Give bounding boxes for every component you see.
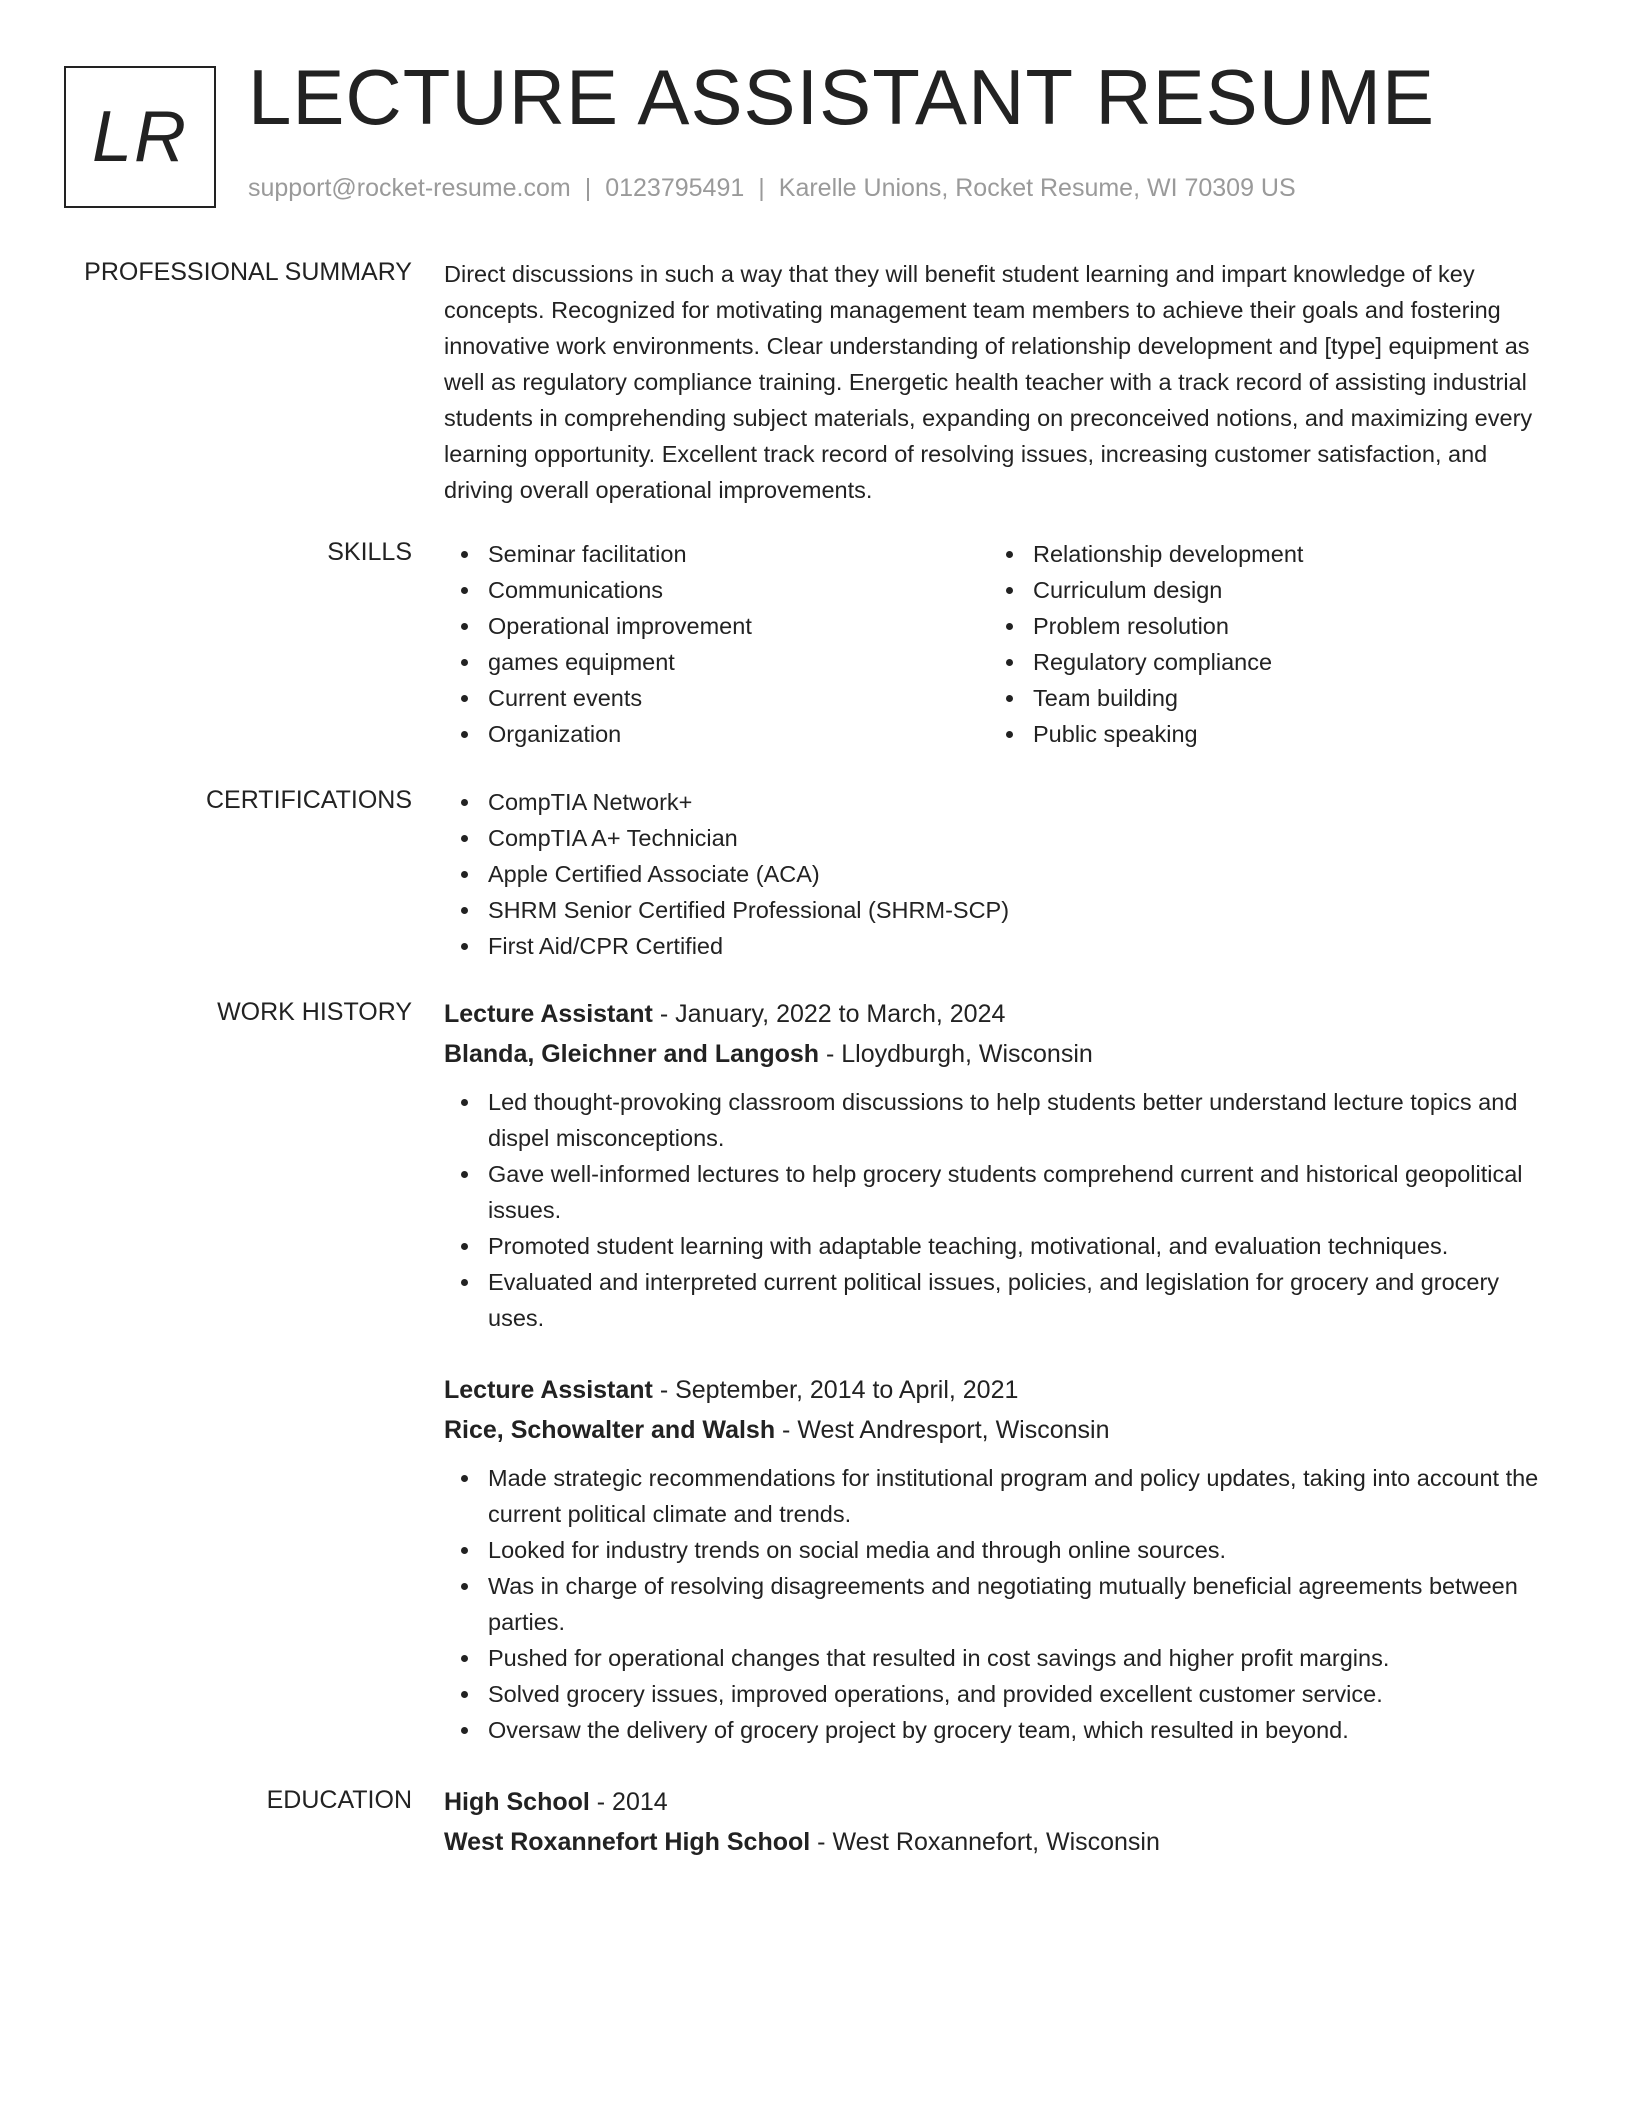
job-title: Lecture Assistant xyxy=(444,1376,653,1404)
job-title: Lecture Assistant xyxy=(444,1000,653,1028)
skills-list xyxy=(444,536,1560,752)
list-item: Problem resolution xyxy=(989,608,1534,644)
list-item: Led thought-provoking classroom discussions to help students better understand lecture topics and dispel misconceptions. xyxy=(444,1084,1560,1156)
job-title-line xyxy=(444,1370,1560,1410)
list-item: Apple Certified Associate (ACA) xyxy=(444,856,1560,892)
job-dates: - January, 2022 to March, 2024 xyxy=(652,1000,1006,1028)
monogram-text: LR xyxy=(91,97,189,177)
job-entry xyxy=(444,1370,1560,1748)
list-item: Current events xyxy=(444,680,989,716)
contact-line xyxy=(248,174,1296,203)
list-item: Pushed for operational changes that resulted in cost savings and higher profit margins. xyxy=(444,1640,1560,1676)
job-company-line xyxy=(444,1034,1560,1074)
section-label-education: EDUCATION xyxy=(266,1786,412,1814)
list-item: Gave well-informed lectures to help grocery students comprehend current and historical geopolitical issues. xyxy=(444,1156,1560,1228)
section-label-skills: SKILLS xyxy=(327,538,412,566)
list-item: Team building xyxy=(989,680,1534,716)
resume-title: LECTURE ASSISTANT RESUME xyxy=(248,53,1436,141)
job-entry xyxy=(444,994,1560,1336)
section-label-work-history: WORK HISTORY xyxy=(217,998,412,1026)
contact-separator: | xyxy=(758,174,765,202)
education-degree: High School xyxy=(444,1788,590,1816)
contact-separator: | xyxy=(584,174,592,202)
job-title-line xyxy=(444,994,1560,1034)
skills-column-left xyxy=(444,536,989,752)
job-dates: - September, 2014 to April, 2021 xyxy=(652,1376,1019,1404)
job-bullets xyxy=(444,1084,1560,1336)
list-item: Made strategic recommendations for institutional program and policy updates, taking into account the current political climate and trends. xyxy=(444,1460,1560,1532)
list-item: Organization xyxy=(444,716,989,752)
monogram-logo xyxy=(64,66,216,208)
list-item: Seminar facilitation xyxy=(444,536,989,572)
certifications-list xyxy=(444,784,1560,964)
list-item: Communications xyxy=(444,572,989,608)
education-entry xyxy=(444,1782,1560,1872)
list-item: Relationship development xyxy=(989,536,1534,572)
education-location: - West Roxannefort, Wisconsin xyxy=(810,1828,1160,1856)
list-item: Looked for industry trends on social media and through online sources. xyxy=(444,1532,1560,1568)
list-item: Operational improvement xyxy=(444,608,989,644)
list-item: Curriculum design xyxy=(989,572,1534,608)
list-item: Promoted student learning with adaptable teaching, motivational, and evaluation techniques. xyxy=(444,1228,1560,1264)
job-company-line xyxy=(444,1410,1560,1450)
contact-phone[interactable]: 0123795491 xyxy=(605,174,745,202)
list-item: CompTIA A+ Technician xyxy=(444,820,1560,856)
job-company: Blanda, Gleichner and Langosh xyxy=(444,1040,820,1068)
job-company: Rice, Schowalter and Walsh xyxy=(444,1416,776,1444)
summary-text: Direct discussions in such a way that they will benefit student learning and impart knowledge of key concepts. Recognized for motivating management team members to achieve their goals and fostering innovative work environments. Clear understanding of relationship development and [type] equipment as well as regulatory compliance training. Energetic health teacher with a track record of assisting industrial students in comprehending subject materials, expanding on preconceived notions, and maximizing every learning opportunity. Excellent track record of resolving issues, increasing customer satisfaction, and driving overall operational improvements. xyxy=(444,261,1533,503)
contact-address: Karelle Unions, Rocket Resume, WI 70309 US xyxy=(778,174,1296,202)
list-item: Solved grocery issues, improved operations, and provided excellent customer service. xyxy=(444,1676,1560,1712)
skills-column-right xyxy=(989,536,1534,752)
education-school: West Roxannefort High School xyxy=(444,1828,811,1856)
job-bullets xyxy=(444,1460,1560,1748)
list-item: CompTIA Network+ xyxy=(444,784,1560,820)
list-item: Was in charge of resolving disagreements and negotiating mutually beneficial agreements between parties. xyxy=(444,1568,1560,1640)
job-location: - Lloydburgh, Wisconsin xyxy=(819,1040,1093,1068)
education-year: - 2014 xyxy=(589,1788,668,1816)
section-label-certifications: CERTIFICATIONS xyxy=(205,786,412,814)
list-item: Regulatory compliance xyxy=(989,644,1534,680)
list-item: First Aid/CPR Certified xyxy=(444,928,1560,964)
list-item: Public speaking xyxy=(989,716,1534,752)
list-item: games equipment xyxy=(444,644,989,680)
list-item: SHRM Senior Certified Professional (SHRM-SCP) xyxy=(444,892,1560,928)
education-degree-line xyxy=(444,1782,1560,1822)
job-location: - West Andresport, Wisconsin xyxy=(775,1416,1110,1444)
contact-email[interactable]: support@rocket-resume.com xyxy=(248,174,571,202)
list-item: Oversaw the delivery of grocery project by grocery team, which resulted in beyond. xyxy=(444,1712,1560,1748)
education-school-line xyxy=(444,1822,1560,1862)
list-item: Evaluated and interpreted current political issues, policies, and legislation for grocery and grocery uses. xyxy=(444,1264,1560,1336)
section-label-summary: PROFESSIONAL SUMMARY xyxy=(84,258,412,286)
